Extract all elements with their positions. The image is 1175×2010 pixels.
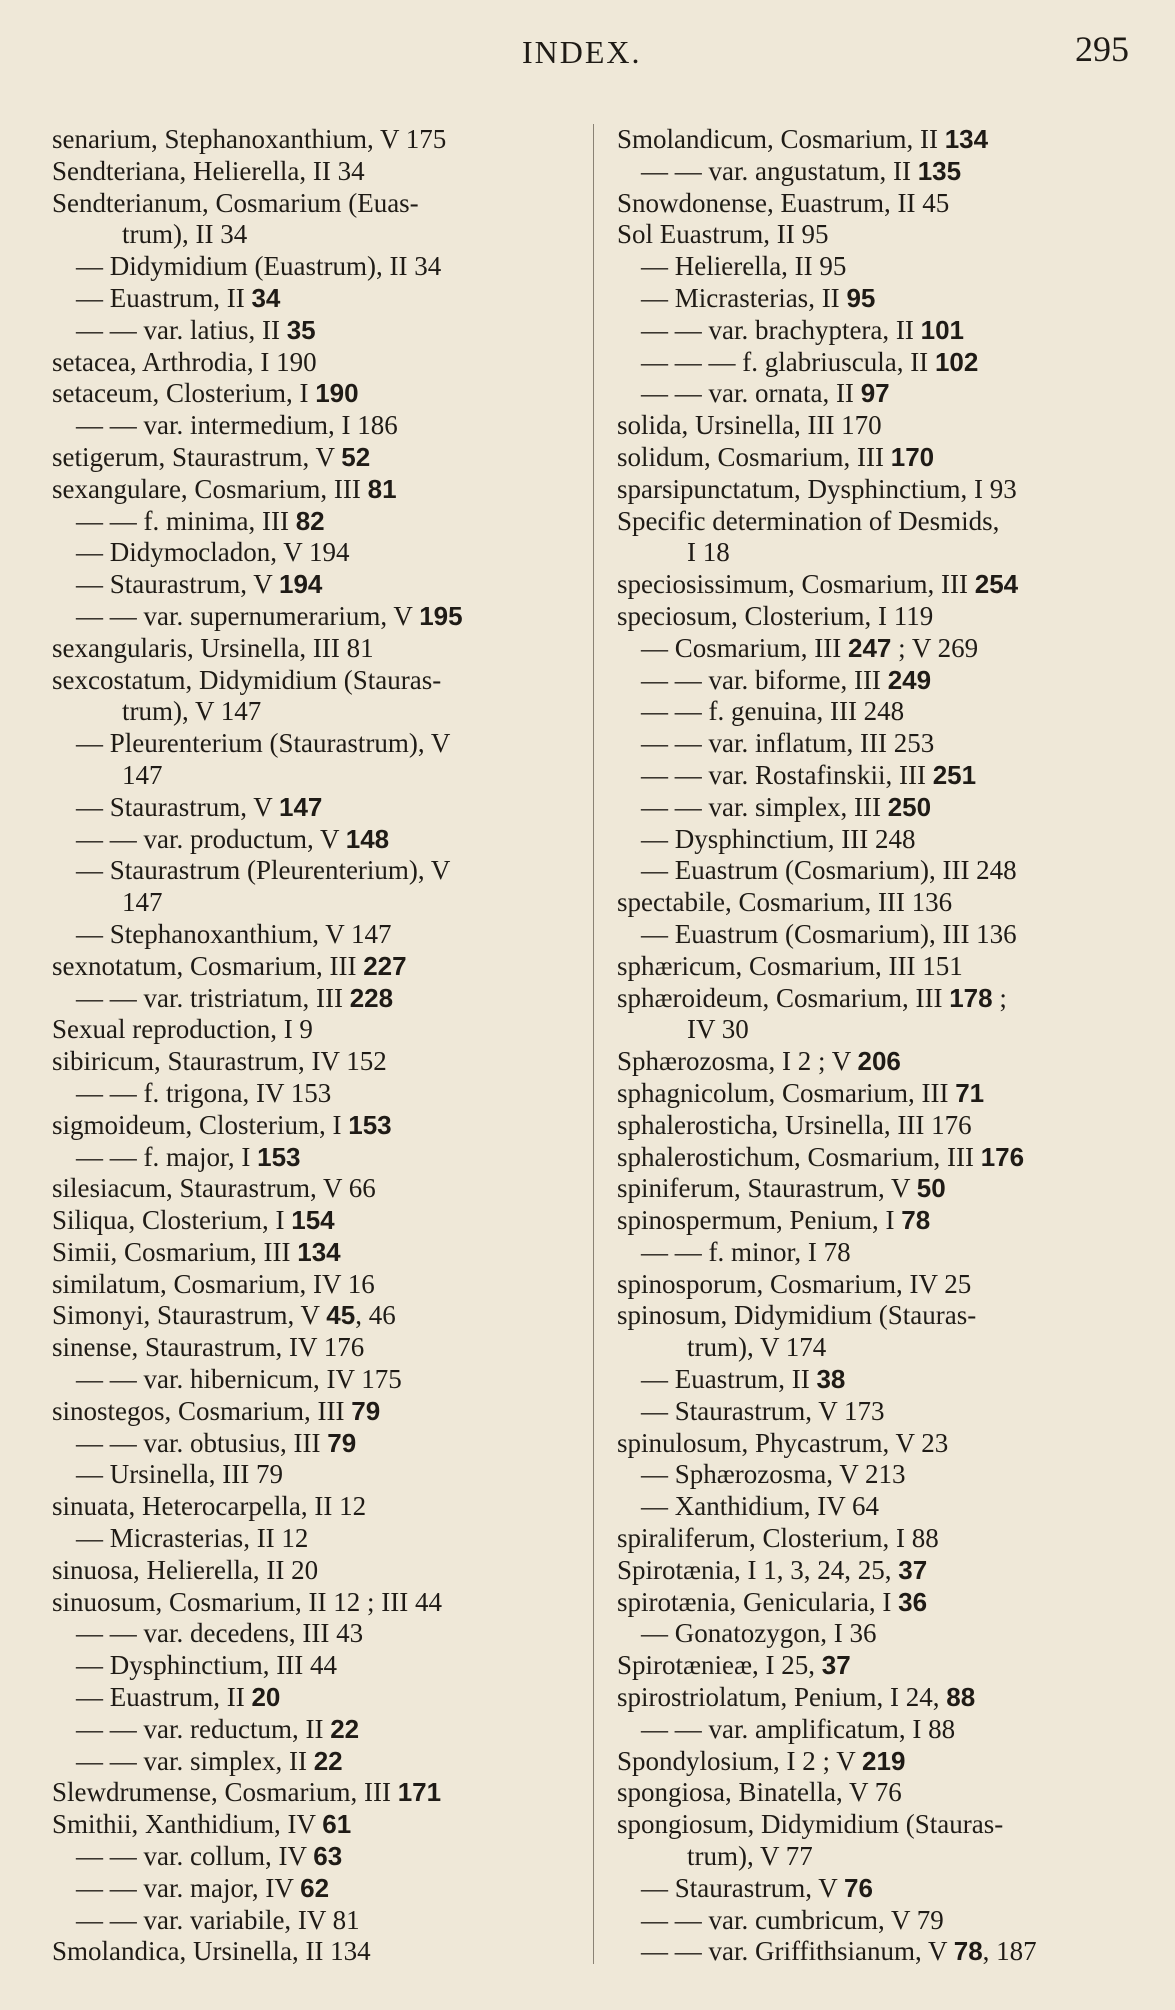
entry-text: trum), V 147 [122,696,262,727]
entry-text: — Micrasterias, II [641,282,847,313]
index-entry [617,1809,1145,1841]
entry-bold-page: 34 [251,282,281,313]
entry-text: — — var. major, IV [76,1872,301,1903]
entry-text: similatum, Cosmarium, IV 16 [52,1268,375,1299]
index-entry [617,1459,1145,1491]
entry-text: Sphærozosma, I 2 ; V [617,1046,858,1077]
index-entry [52,1650,574,1682]
entry-text: spectabile, Cosmarium, III 136 [617,887,953,918]
entry-text: speciosissimum, Cosmarium, III [617,569,975,600]
index-entry [52,1078,574,1110]
index-entry [52,1205,574,1237]
index-entry [617,696,1145,728]
entry-text: Simii, Cosmarium, III [52,1236,298,1267]
index-entry [617,983,1145,1015]
index-entry [617,951,1145,983]
index-entry [52,1618,574,1650]
index-entry [617,1332,1145,1364]
entry-bold-page: 206 [857,1046,901,1077]
entry-bold-page: 178 [949,982,993,1013]
entry-text: — — var. productum, V [76,823,346,854]
entry-text: sinuosum, Cosmarium, II 12 ; III 44 [52,1586,442,1617]
index-entry [52,951,574,983]
entry-text: speciosum, Closterium, I 119 [617,600,934,631]
column-divider [593,124,594,1964]
index-entry [52,665,574,697]
entry-text: — — var. collum, IV [76,1841,314,1872]
entry-text: Smolandica, Ursinella, II 134 [52,1936,371,1967]
entry-bold-page: 79 [327,1427,357,1458]
index-entry [617,1746,1145,1778]
index-entry [617,1364,1145,1396]
index-entry [52,1142,574,1174]
entry-bold-page: 38 [816,1364,846,1395]
entry-text: sinense, Staurastrum, IV 176 [52,1332,365,1363]
index-entry [617,887,1145,919]
entry-text: — Helierella, II 95 [641,251,847,282]
index-entry [52,792,574,824]
entry-text: — — var. simplex, II [76,1745,314,1776]
entry-text: — — var. biforme, III [641,664,888,695]
entry-text: sphæroideum, Cosmarium, III [617,982,950,1013]
entry-text: sinuosa, Helierella, II 20 [52,1554,319,1585]
entry-bold-page: 171 [397,1777,442,1808]
entry-text: — Euastrum, II [76,282,252,313]
entry-text: — Stephanoxanthium, V 147 [76,918,392,949]
index-entry [617,219,1145,251]
entry-text: — — var. brachyptera, II [641,314,921,345]
entry-text: Snowdonense, Euastrum, II 45 [617,187,950,218]
entry-text: — Pleurenterium (Staurastrum), V [76,728,451,759]
index-entry [52,1936,574,1968]
entry-text: solida, Ursinella, III 170 [617,410,882,441]
entry-bold-page: 148 [345,823,390,854]
entry-text: — — var. reductum, II [76,1713,331,1744]
entry-text: Specific determination of Desmids, [617,505,1000,536]
right-column [617,124,1145,1968]
entry-text: — Sphærozosma, V 213 [641,1459,906,1490]
entry-text: — — var. tristriatum, III [76,982,350,1013]
entry-text: — Didymidium (Euastrum), II 34 [76,251,442,282]
index-entry [617,855,1145,887]
index-entry [617,1396,1145,1428]
entry-bold-page: 52 [341,441,371,472]
entry-bold-page: 254 [974,569,1019,600]
entry-bold-page: 78 [953,1936,983,1967]
index-entry [617,315,1145,347]
index-entry [617,1173,1145,1205]
index-entry [617,1682,1145,1714]
entry-text: — — var. latius, II [76,314,287,345]
entry-bold-page: 251 [932,759,977,790]
index-entry [617,824,1145,856]
entry-text: sinostegos, Cosmarium, III [52,1395,352,1426]
entry-text: — — var. Griffithsianum, V [641,1936,954,1967]
index-entry [617,792,1145,824]
entry-text: spiniferum, Staurastrum, V [617,1173,917,1204]
index-entry [52,1459,574,1491]
entry-bold-page: 101 [920,314,965,345]
index-entry [52,1269,574,1301]
entry-text: — Dysphinctium, III 44 [76,1650,337,1681]
entry-text: — — f. minima, III [76,505,296,536]
entry-bold-page: 82 [295,505,325,536]
entry-text: — — var. angustatum, II [641,155,918,186]
index-entry [52,1364,574,1396]
index-entry [52,156,574,188]
entry-text: — Staurastrum, V 173 [641,1395,885,1426]
index-entry [617,1046,1145,1078]
entry-text: Smithii, Xanthidium, IV [52,1809,323,1840]
entry-text: spirotænia, Genicularia, I [617,1586,899,1617]
entry-bold-page: 35 [286,314,316,345]
entry-bold-page: 153 [257,1141,301,1172]
index-entry [52,1841,574,1873]
index-entry [617,1300,1145,1332]
entry-text: — Dysphinctium, III 248 [641,823,916,854]
entry-bold-page: 153 [348,1109,392,1140]
entry-text: sexangulare, Cosmarium, III [52,473,368,504]
index-entry [617,1873,1145,1905]
entry-text: sphalerosticha, Ursinella, III 176 [617,1109,972,1140]
entry-bold-page: 20 [251,1682,281,1713]
index-entry [52,1396,574,1428]
index-entry [617,601,1145,633]
entry-text: — Staurastrum, V [76,791,280,822]
entry-text: trum), II 34 [122,219,248,250]
index-entry [617,251,1145,283]
index-entry [52,442,574,474]
entry-text: — Staurastrum (Pleurenterium), V [76,855,451,886]
entry-text: — Euastrum (Cosmarium), III 136 [641,918,1017,949]
index-entry [52,1809,574,1841]
entry-text: sphæricum, Cosmarium, III 151 [617,950,963,981]
index-entry [52,219,574,251]
index-entry [52,633,574,665]
index-entry [617,1618,1145,1650]
index-entry [617,347,1145,379]
entry-text: Spirotænieæ, I 25, [617,1650,822,1681]
entry-text: senarium, Stephanoxanthium, V 175 [52,124,447,154]
index-entry [52,378,574,410]
index-entry [52,1714,574,1746]
entry-bold-page: 135 [917,155,962,186]
entry-bold-page: 78 [901,1205,931,1236]
entry-text: sigmoideum, Closterium, I [52,1109,349,1140]
index-entry [617,188,1145,220]
entry-bold-page: 88 [946,1682,976,1713]
entry-text: solidum, Cosmarium, III [617,441,891,472]
entry-text: — — f. minor, I 78 [641,1236,851,1267]
index-entry [52,1777,574,1809]
index-entry [617,569,1145,601]
entry-text: — — var. variabile, IV 81 [76,1904,360,1935]
entry-text: Smolandicum, Cosmarium, II [617,124,945,154]
entry-text: Spirotænia, I 1, 3, 24, 25, [617,1554,899,1585]
index-entry [52,887,574,919]
index-entry [617,442,1145,474]
index-entry [617,1078,1145,1110]
entry-text: trum), V 174 [687,1332,827,1363]
entry-bold-page: 95 [846,282,876,313]
index-entry [52,728,574,760]
entry-text: spirostriolatum, Penium, I 24, [617,1682,947,1713]
entry-text: — — var. obtusius, III [76,1427,328,1458]
entry-text: Spondylosium, I 2 ; V [617,1745,863,1776]
index-entry [617,1905,1145,1937]
index-entry [52,1491,574,1523]
entry-text: Slewdrumense, Cosmarium, III [52,1777,398,1808]
entry-text: sinuata, Heterocarpella, II 12 [52,1491,367,1522]
entry-bold-page: 61 [322,1809,352,1840]
entry-bold-page: 147 [279,791,323,822]
entry-text: setigerum, Staurastrum, V [52,441,342,472]
entry-text: — Xanthidium, IV 64 [641,1491,879,1522]
index-entry [52,506,574,538]
entry-text: setaceum, Closterium, I [52,378,316,409]
entry-text: sexcostatum, Didymidium (Stauras- [52,664,442,695]
index-entry [617,1142,1145,1174]
entry-text: Simonyi, Staurastrum, V [52,1300,327,1331]
entry-text: Sexual reproduction, I 9 [52,1014,313,1045]
index-entry [52,824,574,856]
index-entry [617,410,1145,442]
index-entry [617,1936,1145,1968]
entry-text: Siliqua, Closterium, I [52,1205,292,1236]
page-title: INDEX. [522,34,642,70]
entry-text: sphagnicolum, Cosmarium, III [617,1077,956,1108]
index-entry [52,347,574,379]
index-entry [52,315,574,347]
entry-bold-page: 37 [821,1650,851,1681]
entry-text: — — var. inflatum, III 253 [641,728,935,759]
index-entry [52,1523,574,1555]
entry-bold-page: 194 [279,569,323,600]
entry-text: — Cosmarium, III [641,632,848,663]
entry-text: IV 30 [687,1014,749,1045]
entry-bold-page: 250 [887,791,932,822]
index-entry [617,124,1145,156]
index-entry [617,1555,1145,1587]
entry-bold-page: 63 [313,1841,343,1872]
index-entry [52,124,574,156]
entry-bold-page: 81 [367,473,397,504]
entry-text: — Staurastrum, V [76,569,280,600]
entry-bold-page: 170 [890,441,935,472]
entry-text: spinosum, Didymidium (Stauras- [617,1300,977,1331]
entry-text: sibiricum, Staurastrum, IV 152 [52,1046,387,1077]
index-entry [617,1587,1145,1619]
entry-text: setacea, Arthrodia, I 190 [52,346,317,377]
index-entry [617,1777,1145,1809]
entry-bold-page: 134 [297,1236,341,1267]
entry-text: — — var. amplificatum, I 88 [641,1713,956,1744]
index-entry [617,283,1145,315]
index-entry [52,855,574,887]
entry-bold-page: 247 [847,632,892,663]
index-entry [617,633,1145,665]
index-entry [52,1555,574,1587]
entry-bold-page: 190 [315,378,359,409]
index-entry [52,283,574,315]
entry-text: — — var. ornata, II [641,378,861,409]
entry-text: sparsipunctatum, Dysphinctium, I 93 [617,473,1017,504]
entry-text: — — var. cumbricum, V 79 [641,1904,944,1935]
entry-suffix: ; [992,982,1007,1013]
entry-text: sphalerostichum, Cosmarium, III [617,1141,981,1172]
index-entry [617,1269,1145,1301]
entry-bold-page: 22 [330,1713,360,1744]
entry-bold-page: 76 [844,1872,873,1903]
index-entry [52,1428,574,1460]
index-entry [52,760,574,792]
entry-text: — Ursinella, III 79 [76,1459,283,1490]
entry-text: spinulosum, Phycastrum, V 23 [617,1427,949,1458]
entry-bold-page: 249 [887,664,932,695]
index-entry [617,665,1145,697]
index-entry [52,1587,574,1619]
entry-bold-page: 45 [326,1300,356,1331]
index-entry [617,760,1145,792]
entry-bold-page: 37 [898,1554,928,1585]
index-entry [52,1682,574,1714]
entry-bold-page: 154 [291,1205,335,1236]
entry-text: I 18 [687,537,730,568]
entry-text: — Euastrum, II [641,1364,817,1395]
index-entry [52,1046,574,1078]
index-entry [52,1300,574,1332]
index-entry [52,537,574,569]
entry-bold-page: 134 [944,124,989,154]
page-number: 295 [1075,29,1129,69]
entry-bold-page: 219 [862,1745,906,1776]
entry-text: — — f. trigona, IV 153 [76,1077,332,1108]
entry-bold-page: 79 [351,1395,381,1426]
entry-text: Sol Euastrum, II 95 [617,219,829,250]
left-column [52,124,574,1968]
index-entry [617,506,1145,538]
entry-text: — — var. Rostafinskii, III [641,759,933,790]
entry-text: spinosporum, Cosmarium, IV 25 [617,1268,972,1299]
index-entry [52,1873,574,1905]
entry-text: — — f. major, I [76,1141,258,1172]
entry-text: spongiosa, Binatella, V 76 [617,1777,902,1808]
index-entry [617,1650,1145,1682]
index-entry [617,1714,1145,1746]
entry-text: 147 [122,887,163,918]
page-header [0,28,1175,78]
entry-bold-page: 50 [916,1173,946,1204]
entry-bold-page: 97 [860,378,890,409]
index-entry [52,1173,574,1205]
entry-text: — Staurastrum, V [641,1872,845,1903]
index-entry [52,1746,574,1778]
index-entry [52,1237,574,1269]
entry-bold-page: 195 [419,600,463,631]
entry-bold-page: 22 [313,1745,343,1776]
index-entry [52,1110,574,1142]
entry-bold-page: 228 [349,982,394,1013]
entry-text: trum), V 77 [687,1841,813,1872]
index-entry [52,601,574,633]
index-entry [52,983,574,1015]
entry-text: — Euastrum, II [76,1682,252,1713]
entry-text: spiraliferum, Closterium, I 88 [617,1523,939,1554]
entry-bold-page: 227 [363,950,407,981]
entry-text: — — var. decedens, III 43 [76,1618,364,1649]
index-entry [617,1491,1145,1523]
entry-text: Sendterianum, Cosmarium (Euas- [52,187,419,218]
entry-text: — — var. hibernicum, IV 175 [76,1364,402,1395]
entry-text: sexangularis, Ursinella, III 81 [52,632,374,663]
index-entry [52,696,574,728]
entry-text: — Euastrum (Cosmarium), III 248 [641,855,1017,886]
entry-text: — — — f. glabriuscula, II [641,346,935,377]
index-entry [52,410,574,442]
index-entry [617,1110,1145,1142]
index-entry [617,474,1145,506]
index-entry [52,1905,574,1937]
entry-suffix: ; V 269 [891,632,979,663]
index-entry [617,1841,1145,1873]
index-entry [52,1014,574,1046]
index-entry [52,569,574,601]
entry-suffix: , 187 [982,1936,1037,1967]
index-entry [617,1014,1145,1046]
entry-bold-page: 71 [955,1077,985,1108]
index-entry [52,188,574,220]
entry-text: — Micrasterias, II 12 [76,1523,309,1554]
entry-text: — — var. simplex, III [641,791,888,822]
index-entry [617,537,1145,569]
entry-text: — — var. supernumerarium, V [76,600,420,631]
index-entry [52,1332,574,1364]
entry-text: Sendteriana, Helierella, II 34 [52,155,365,186]
index-entry [617,728,1145,760]
entry-text: — Didymocladon, V 194 [76,537,350,568]
index-entry [617,1237,1145,1269]
entry-text: — — var. intermedium, I 186 [76,410,398,441]
entry-bold-page: 62 [300,1872,330,1903]
index-entry [52,474,574,506]
index-entry [617,1523,1145,1555]
entry-bold-page: 36 [898,1586,928,1617]
entry-suffix: , 46 [355,1300,396,1331]
entry-text: spongiosum, Didymidium (Stauras- [617,1809,1004,1840]
index-entry [617,1205,1145,1237]
entry-text: sexnotatum, Cosmarium, III [52,950,364,981]
index-entry [617,1428,1145,1460]
index-entry [617,156,1145,188]
entry-text: — — f. genuina, III 248 [641,696,905,727]
index-entry [617,919,1145,951]
entry-text: — Gonatozygon, I 36 [641,1618,877,1649]
entry-text: silesiacum, Staurastrum, V 66 [52,1173,376,1204]
entry-bold-page: 102 [934,346,979,377]
index-entry [617,378,1145,410]
index-entry [52,251,574,283]
index-entry [52,919,574,951]
entry-text: spinospermum, Penium, I [617,1205,902,1236]
entry-bold-page: 176 [980,1141,1025,1172]
entry-text: 147 [122,759,163,790]
